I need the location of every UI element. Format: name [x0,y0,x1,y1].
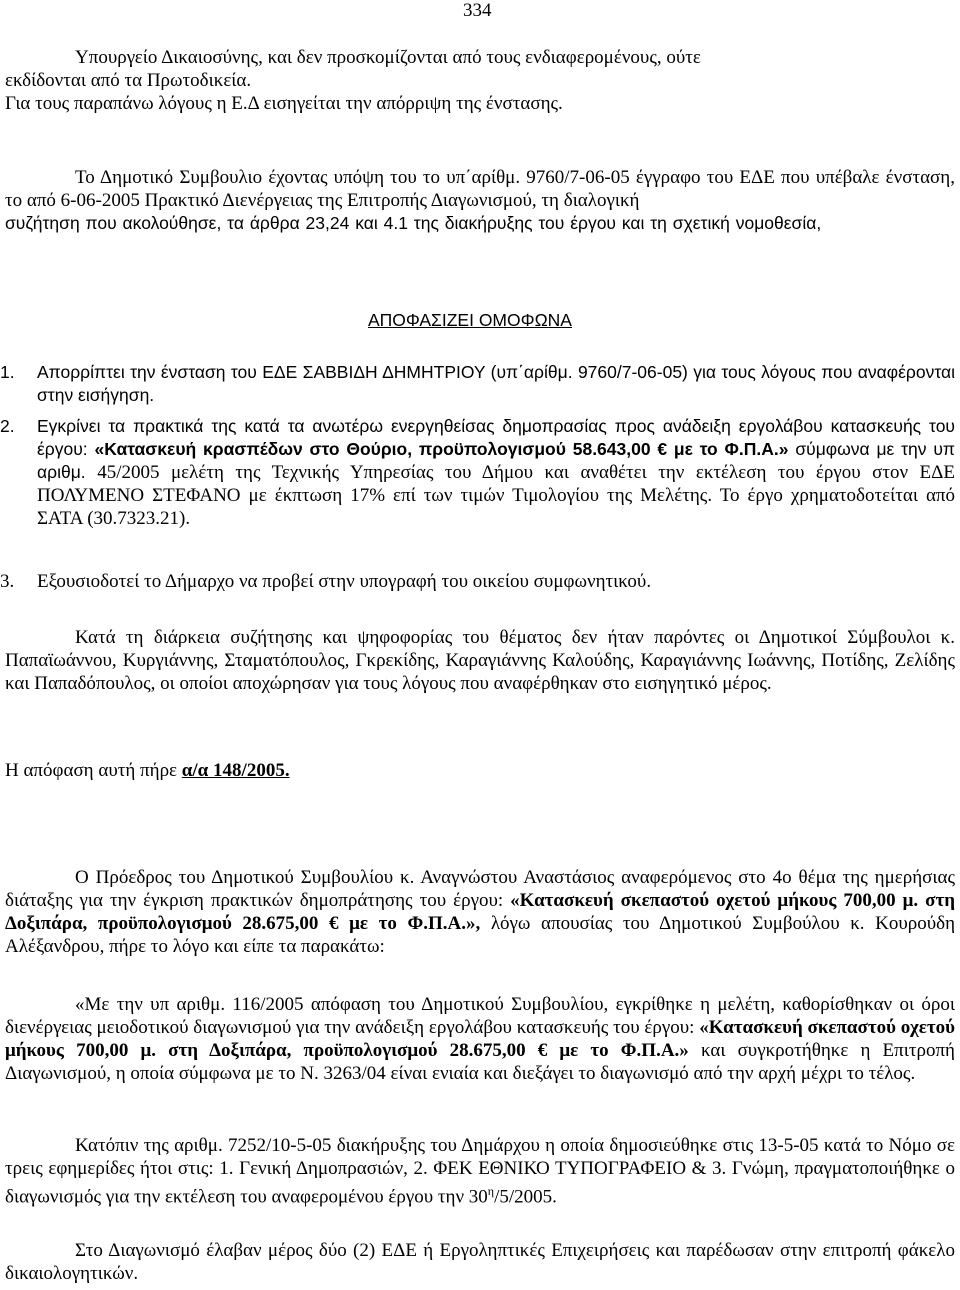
quote-paragraph [5,993,955,1085]
decision-number-1: 1. [0,362,15,382]
date-superscript: η [487,1184,495,1198]
president-text-c: λόγω απουσίας του Δημοτικού Συμβούλου κ. Κουρούδη Αλέξανδρου, πήρε το λόγο και είπε τα παρακάτω: [5,913,956,957]
president-paragraph [5,866,955,958]
project-title-3: «Κατασκευή σκεπαστού οχετού μήκους 700,00 μ. στη Δοξιπάρα, προϋπολογισμού 28.675,00 € με το Φ.Π.Α.» [5,1017,956,1061]
intro-line-3: Για τους παραπάνω λόγους η Ε.Δ εισηγείται την απόρριψη της ένστασης. [5,93,563,114]
quote-text-a: «Με την υπ αριθμ. 116/2005 απόφαση του Δημοτικού Συμβουλίου, εγκρίθηκε η μελέτη, καθορίσθηκαν οι όροι διενέργειας μειοδοτικού διαγωνισμού για την ανάδειξη εργολάβου κατασκευής του έργου: [5,994,955,1038]
decision-text-2e: 45/2005 μελέτη της Τεχνικής Υπηρεσίας του Δήμου και αναθέτει την εκτέλεση του έργου στον ΕΔΕ ΠΟΛΥΜΕΝΟ ΣΤΕΦΑΝΟ με έκπτωση 17% επί των τιμών Τιμολογίου της Μελέτης. Το έργο χρηματοδοτείται από ΣΑΤΑ (30.7323.21). [37,462,955,529]
resolution-prefix: Η απόφαση αυτή πήρε [5,760,178,781]
project-title-2: «Κατασκευή σκεπαστού οχετού μήκους 700,00 μ. στη Δοξιπάρα, προϋπολογισμού 28.675,00 € με το Φ.Π.Α.», [5,890,955,934]
decision-text-1: Απορρίπτει την ένσταση του ΕΔΕ ΣΑΒΒΙΔΗ ΔΗΜΗΤΡΙΟΥ (υπ΄αρίθμ. 9760/7-06-05) για τους λόγους που αναφέρονται στην εισήγηση. [37,362,955,405]
project-budget-1: 58.643,00 € με το Φ.Π.Α.» [572,439,789,459]
decision-item-2 [0,415,955,530]
council-part-1: Το Δημοτικό Συμβουλιο έχοντας υπόψη του το υπ΄αρίθμ. 9760/7-06-05 έγγραφο του ΕΔΕ που υπέβαλε ένσταση, το από 6-06-2005 Πρακτικό Διενέργειας της Επιτροπής Διαγωνισμού, τη διαλογική [5,167,955,211]
decision-text-2a: Εγκρίνει τα πρακτικά της κατά τα ανωτέρω ενεργηθείσας δημοπρασίας προς ανάδειξη εργολάβου κατασκευής του έργου: [37,416,955,459]
announcement-paragraph [5,1134,955,1208]
decision-text-2d: σύμφωνα με την υπ αριθμ. [37,439,955,482]
announcement-text-a: Κατόπιν της αριθμ. 7252/10-5-05 διακήρυξης του Δημάρχου η οποία δημοσιεύθηκε στις 13-5-05 κατά το Νόμο σε τρεις εφημερίδες ήτοι στις: 1. Γενική Δημοπρασιών, 2. ΦΕΚ ΕΘΝΙΚΟ ΤΥΠΟΓΡΑΦΕΙΟ & 3. Γνώμη, πραγματοποιήθηκε ο διαγωνισμός για την εκτέλεση του αναφερομένου έργου την 30 [5,1135,955,1208]
council-paragraph [5,166,955,235]
president-text-a: Ο Πρόεδρος του Δημοτικού Συμβουλίου κ. Αναγνώστου Αναστάσιος αναφερόμενος στο 4ο θέμα της ημερήσιας διάταξης για την έγκριση πρακτικών δημοπράτησης του έργου: [5,867,955,911]
decision-number-3: 3. [0,571,15,592]
intro-line-1: Υπουργείο Δικαιοσύνης, και δεν προσκομίζονται από τους ενδιαφερομένους, ούτε [75,47,701,68]
project-title-1: «Κατασκευή κρασπέδων στο Θούριο, προϋπολογισμού [94,439,566,459]
decision-item-3 [0,570,955,593]
resolution-number: α/α 148/2005. [181,760,290,781]
council-part-2: συζήτηση που ακολούθησε, τα άρθρα 23,24 και 4.1 της διακήρυξης του έργου και τη σχετική νομοθεσία, [5,213,822,233]
decision-text-3: Εξουσιοδοτεί το Δήμαρχο να προβεί στην υπογραφή του οικείου συμφωνητικού. [37,571,652,592]
decision-item-1 [0,361,955,407]
decision-heading: ΑΠΟΦΑΣΙΖΕΙ ΟΜΟΦΩΝΑ [368,310,572,330]
resolution-line [5,759,955,782]
page-number: 334 [463,0,492,21]
absent-paragraph: Κατά τη διάρκεια συζήτησης και ψηφοφορίας του θέματος δεν ήταν παρόντες οι Δημοτικοί Σύμβουλοι κ. Παπαϊωάννου, Κυργιάννης, Σταματόπουλος, Γκρεκίδης, Καραγιάννης Καλούδης, Καραγιάννης Ιωάννης, Ποτίδης, Ζελίδης και Παπαδόπουλος, οι οποίοι αποχώρησαν για τους λόγους που αναφέρθηκαν στο εισηγητικό μέρος. [5,627,955,694]
announcement-text-b: /5/2005. [494,1186,557,1208]
intro-line-2: εκδίδονται από τα Πρωτοδικεία. [5,70,252,91]
decision-number-2: 2. [0,416,15,436]
quote-text-c: και συγκροτήθηκε η Επιτροπή Διαγωνισμού, η οποία σύμφωνα με το Ν. 3263/04 είναι ενιαία και διεξάγει το διαγωνισμό από την αρχή μέχρι το τέλος. [5,1040,955,1084]
participants-paragraph: Στο Διαγωνισμό έλαβαν μέρος δύο (2) ΕΔΕ ή Εργοληπτικές Επιχειρήσεις και παρέδωσαν στην επιτροπή φάκελο δικαιολογητικών. [5,1240,955,1284]
